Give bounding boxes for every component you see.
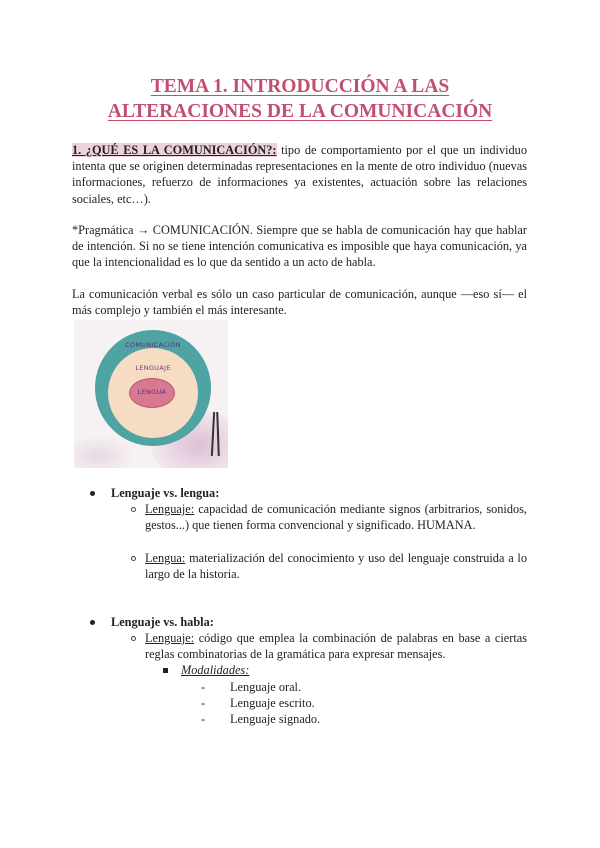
bullet-dot-icon	[90, 491, 95, 496]
outer-ring-label: COMUNICACIÓN	[125, 341, 181, 349]
modalidad-item: Lenguaje escrito.	[230, 696, 315, 710]
list2-item	[145, 630, 527, 662]
page-title	[60, 74, 540, 124]
modalidad-item: Lenguaje signado.	[230, 712, 321, 726]
title-line-1: TEMA 1. INTRODUCCIÓN A LAS	[150, 76, 450, 97]
list1-heading: Lenguaje vs. lengua:	[111, 486, 220, 500]
dash-marker: -	[201, 696, 206, 710]
verbal-paragraph: La comunicación verbal es sólo un caso particular de comunicación, aunque —eso sí— el más complejo y también el más interesante.	[72, 287, 527, 318]
list2-item-term: Lenguaje:	[145, 631, 195, 645]
inner-ring-label: LENGUA	[137, 388, 167, 396]
section-1-text: tipo de comportamiento por el que un individuo intenta que se originen determinadas representaciones en la mente de otro individuo (nuevas informaciones, refuerzo de informaciones ya existentes, actuación sobre las relaciones sociales, etc…).	[72, 143, 527, 206]
list1-item-2-term: Lengua:	[145, 551, 186, 565]
list1-item-1-term: Lenguaje:	[145, 502, 195, 516]
modalidades-heading: Modalidades:	[181, 663, 250, 677]
middle-ring-label: LENGUAJE	[135, 364, 171, 372]
list2-heading: Lenguaje vs. habla:	[111, 615, 214, 629]
list1-item-2-text: materialización del conocimiento y uso del lenguaje construida a lo largo de la historia.	[145, 551, 527, 582]
bullet-circle-icon	[131, 556, 136, 561]
section-1-heading: 1. ¿QUÉ ES LA COMUNICACIÓN?:	[72, 143, 277, 157]
bullet-dot-icon	[90, 620, 95, 625]
bullet-circle-icon	[131, 636, 136, 641]
pragmatica-paragraph: *Pragmática → COMUNICACIÓN. Siempre que se habla de comunicación hay que hablar de intención. Si no se tiene intención comunicativa es imposible que haya comunicación, ya que la intencionalidad es lo que da sentido a un acto de habla.	[72, 223, 527, 270]
bullet-square-icon	[163, 668, 168, 673]
dash-marker: -	[201, 680, 206, 694]
list1-item-1	[145, 501, 527, 533]
bullet-circle-icon	[131, 507, 136, 512]
list1-item-1-text: capacidad de comunicación mediante signos (arbitrarios, sonidos, gestos...) que tienen forma convencional y significado. HUMANA.	[145, 502, 527, 533]
watercolor-blot	[74, 436, 134, 468]
title-line-2: ALTERACIONES DE LA COMUNICACIÓN	[107, 101, 493, 122]
list2-item-text: código que emplea la combinación de palabras en base a ciertas reglas combinatorias de la gramática para expresar mensajes.	[145, 631, 527, 662]
list1-item-2	[145, 550, 527, 582]
communication-diagram	[74, 320, 228, 468]
section-1-paragraph	[72, 142, 527, 207]
dash-marker: -	[201, 712, 206, 726]
modalidad-item: Lenguaje oral.	[230, 680, 302, 694]
